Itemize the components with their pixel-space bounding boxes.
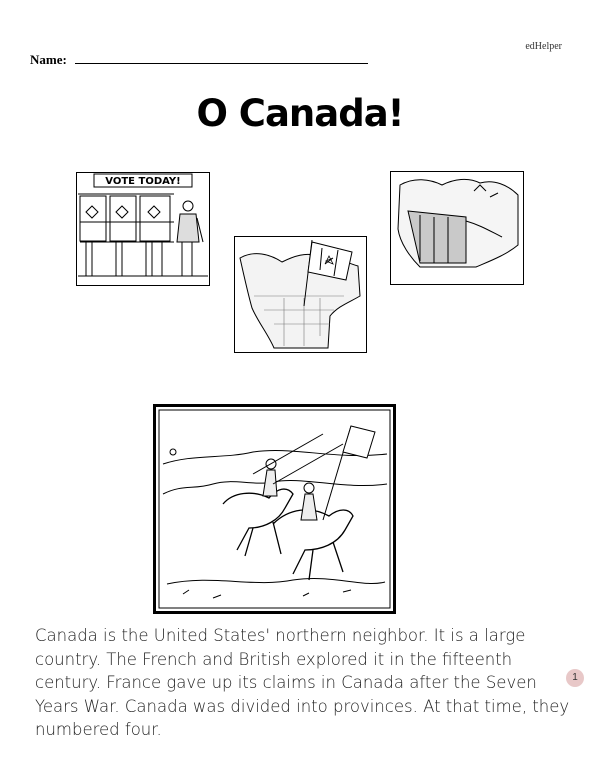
page-number-badge: 1	[566, 669, 584, 687]
vote-sign-text: VOTE TODAY!	[105, 176, 181, 187]
brand-label: edHelper	[525, 41, 562, 52]
canada-flag-map-illustration	[234, 236, 367, 353]
provinces-map-illustration	[390, 171, 524, 285]
name-field[interactable]	[75, 63, 368, 64]
voting-illustration	[76, 172, 210, 286]
explorers-illustration	[153, 404, 396, 614]
name-label: Name:	[30, 52, 67, 67]
story-paragraph: Canada is the United States' northern neighbor. It is a large country. The French and British explored it in the fifteenth century. France gave up its claims in Canada after the Seven Years War. Canada was divided into provinces. At that time, they numbered four.	[35, 626, 570, 739]
page-title: O Canada!	[196, 92, 404, 135]
